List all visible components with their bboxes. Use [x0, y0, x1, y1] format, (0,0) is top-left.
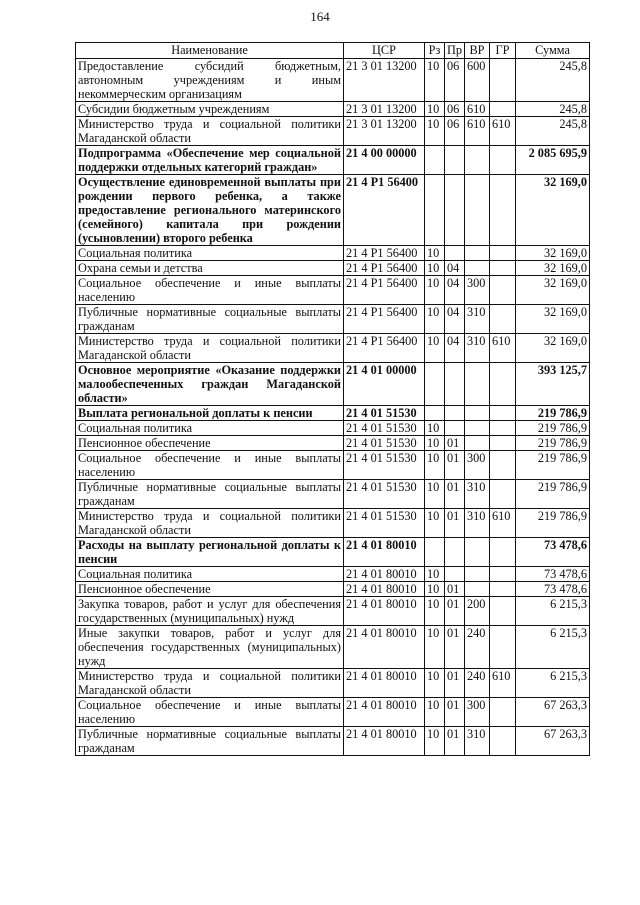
cell-vr [465, 146, 490, 175]
cell-csr: 21 4 P1 56400 [344, 334, 425, 363]
cell-pr: 06 [445, 117, 465, 146]
cell-sum: 245,8 [516, 59, 590, 102]
cell-vr [465, 567, 490, 582]
cell-vr [465, 538, 490, 567]
cell-rz: 10 [425, 626, 445, 669]
table-row [76, 509, 590, 538]
cell-pr: 04 [445, 261, 465, 276]
cell-vr: 310 [465, 480, 490, 509]
cell-pr [445, 567, 465, 582]
cell-pr: 01 [445, 698, 465, 727]
cell-csr: 21 4 P1 56400 [344, 305, 425, 334]
cell-sum: 219 786,9 [516, 451, 590, 480]
cell-rz [425, 146, 445, 175]
column-header-gr: ГР [490, 43, 516, 59]
cell-sum: 245,8 [516, 117, 590, 146]
cell-rz: 10 [425, 698, 445, 727]
cell-gr [490, 246, 516, 261]
cell-rz: 10 [425, 669, 445, 698]
cell-csr: 21 4 01 80010 [344, 727, 425, 756]
cell-rz [425, 538, 445, 567]
cell-name: Социальная политика [76, 246, 344, 261]
cell-csr: 21 4 01 51530 [344, 480, 425, 509]
cell-sum: 219 786,9 [516, 436, 590, 451]
cell-gr [490, 276, 516, 305]
cell-gr [490, 146, 516, 175]
table-row [76, 305, 590, 334]
cell-rz: 10 [425, 727, 445, 756]
cell-csr: 21 4 01 80010 [344, 567, 425, 582]
cell-rz: 10 [425, 261, 445, 276]
cell-sum: 6 215,3 [516, 669, 590, 698]
table-row [76, 582, 590, 597]
cell-name: Социальное обеспечение и иные выплаты населению [76, 276, 344, 305]
table-row [76, 59, 590, 102]
cell-vr: 300 [465, 451, 490, 480]
cell-rz: 10 [425, 567, 445, 582]
cell-rz: 10 [425, 102, 445, 117]
cell-gr [490, 363, 516, 406]
cell-rz [425, 406, 445, 421]
table-row [76, 276, 590, 305]
cell-sum: 73 478,6 [516, 582, 590, 597]
cell-rz: 10 [425, 334, 445, 363]
cell-name: Выплата региональной доплаты к пенсии [76, 406, 344, 421]
cell-sum: 32 169,0 [516, 276, 590, 305]
cell-csr: 21 4 01 80010 [344, 582, 425, 597]
cell-rz: 10 [425, 480, 445, 509]
column-header-sum: Сумма [516, 43, 590, 59]
cell-gr [490, 626, 516, 669]
cell-csr: 21 4 01 51530 [344, 406, 425, 421]
cell-pr: 01 [445, 436, 465, 451]
cell-gr [490, 451, 516, 480]
budget-table [75, 42, 590, 756]
cell-csr: 21 3 01 13200 [344, 59, 425, 102]
cell-vr [465, 436, 490, 451]
cell-name: Закупка товаров, работ и услуг для обеспечения государственных (муниципальных) нужд [76, 597, 344, 626]
cell-rz: 10 [425, 582, 445, 597]
cell-rz: 10 [425, 276, 445, 305]
cell-csr: 21 3 01 13200 [344, 117, 425, 146]
cell-name: Социальное обеспечение и иные выплаты населению [76, 698, 344, 727]
table-row [76, 538, 590, 567]
cell-name: Основное мероприятие «Оказание поддержки малообеспеченных граждан Магаданской области» [76, 363, 344, 406]
cell-pr: 01 [445, 451, 465, 480]
cell-sum: 6 215,3 [516, 597, 590, 626]
table-body [76, 59, 590, 756]
cell-csr: 21 4 P1 56400 [344, 175, 425, 246]
cell-pr: 01 [445, 509, 465, 538]
table-row [76, 451, 590, 480]
cell-vr: 240 [465, 626, 490, 669]
cell-gr [490, 305, 516, 334]
table-row [76, 102, 590, 117]
cell-name: Министерство труда и социальной политики Магаданской области [76, 509, 344, 538]
table-row [76, 436, 590, 451]
cell-vr: 300 [465, 276, 490, 305]
cell-sum: 219 786,9 [516, 509, 590, 538]
cell-vr: 610 [465, 102, 490, 117]
cell-gr [490, 175, 516, 246]
cell-csr: 21 4 01 80010 [344, 626, 425, 669]
cell-csr: 21 4 01 80010 [344, 669, 425, 698]
cell-rz: 10 [425, 451, 445, 480]
table-row [76, 146, 590, 175]
cell-pr: 04 [445, 276, 465, 305]
cell-vr: 310 [465, 509, 490, 538]
cell-pr: 04 [445, 334, 465, 363]
cell-sum: 2 085 695,9 [516, 146, 590, 175]
cell-name: Социальное обеспечение и иные выплаты населению [76, 451, 344, 480]
cell-csr: 21 4 P1 56400 [344, 246, 425, 261]
cell-sum: 219 786,9 [516, 421, 590, 436]
table-row [76, 421, 590, 436]
cell-gr [490, 582, 516, 597]
cell-sum: 32 169,0 [516, 261, 590, 276]
cell-vr: 300 [465, 698, 490, 727]
cell-pr: 06 [445, 102, 465, 117]
cell-gr: 610 [490, 509, 516, 538]
cell-name: Иные закупки товаров, работ и услуг для обеспечения государственных (муниципальных) нужд [76, 626, 344, 669]
cell-pr: 01 [445, 480, 465, 509]
cell-vr [465, 175, 490, 246]
table-row [76, 363, 590, 406]
cell-name: Охрана семьи и детства [76, 261, 344, 276]
cell-vr: 200 [465, 597, 490, 626]
cell-rz: 10 [425, 305, 445, 334]
cell-name: Субсидии бюджетным учреждениям [76, 102, 344, 117]
cell-rz [425, 363, 445, 406]
cell-name: Осуществление единовременной выплаты при рождении первого ребенка, а также предоставление регионального материнского (семейного) капитала при рождении (усыновлении) второго ребенка [76, 175, 344, 246]
table-row [76, 626, 590, 669]
column-header-pr: Пр [445, 43, 465, 59]
cell-rz: 10 [425, 421, 445, 436]
cell-name: Пенсионное обеспечение [76, 436, 344, 451]
cell-name: Публичные нормативные социальные выплаты гражданам [76, 305, 344, 334]
table-row [76, 246, 590, 261]
cell-gr: 610 [490, 334, 516, 363]
cell-csr: 21 4 01 80010 [344, 698, 425, 727]
cell-gr [490, 436, 516, 451]
cell-gr [490, 59, 516, 102]
cell-pr [445, 406, 465, 421]
cell-gr [490, 567, 516, 582]
cell-rz: 10 [425, 246, 445, 261]
cell-vr: 310 [465, 727, 490, 756]
cell-vr [465, 406, 490, 421]
cell-gr [490, 261, 516, 276]
cell-csr: 21 4 00 00000 [344, 146, 425, 175]
cell-rz [425, 175, 445, 246]
cell-csr: 21 4 P1 56400 [344, 276, 425, 305]
cell-sum: 6 215,3 [516, 626, 590, 669]
cell-pr [445, 363, 465, 406]
cell-gr [490, 698, 516, 727]
table-row [76, 727, 590, 756]
cell-vr: 240 [465, 669, 490, 698]
cell-rz: 10 [425, 59, 445, 102]
cell-csr: 21 4 01 51530 [344, 509, 425, 538]
cell-sum: 219 786,9 [516, 480, 590, 509]
cell-vr [465, 421, 490, 436]
cell-gr [490, 727, 516, 756]
cell-sum: 393 125,7 [516, 363, 590, 406]
cell-csr: 21 4 P1 56400 [344, 261, 425, 276]
cell-pr [445, 146, 465, 175]
cell-vr [465, 261, 490, 276]
cell-vr: 310 [465, 334, 490, 363]
cell-name: Министерство труда и социальной политики Магаданской области [76, 334, 344, 363]
cell-name: Министерство труда и социальной политики Магаданской области [76, 117, 344, 146]
column-header-csr: ЦСР [344, 43, 425, 59]
cell-name: Пенсионное обеспечение [76, 582, 344, 597]
cell-pr: 04 [445, 305, 465, 334]
table-row [76, 698, 590, 727]
cell-csr: 21 4 01 51530 [344, 421, 425, 436]
column-header-rz: Рз [425, 43, 445, 59]
cell-rz: 10 [425, 509, 445, 538]
cell-name: Подпрограмма «Обеспечение мер социальной поддержки отдельных категорий граждан» [76, 146, 344, 175]
table-row [76, 480, 590, 509]
cell-sum: 67 263,3 [516, 727, 590, 756]
table-row [76, 669, 590, 698]
cell-vr: 610 [465, 117, 490, 146]
cell-name: Публичные нормативные социальные выплаты гражданам [76, 480, 344, 509]
cell-pr: 06 [445, 59, 465, 102]
cell-sum: 32 169,0 [516, 246, 590, 261]
cell-pr: 01 [445, 597, 465, 626]
cell-rz: 10 [425, 117, 445, 146]
cell-sum: 32 169,0 [516, 334, 590, 363]
cell-pr: 01 [445, 727, 465, 756]
cell-gr [490, 480, 516, 509]
cell-gr [490, 421, 516, 436]
page-number: 164 [310, 9, 330, 24]
table-row [76, 117, 590, 146]
cell-pr [445, 538, 465, 567]
cell-pr [445, 421, 465, 436]
cell-name: Социальная политика [76, 421, 344, 436]
cell-name: Предоставление субсидий бюджетным, автономным учреждениям и иным некоммерческим организациям [76, 59, 344, 102]
cell-sum: 67 263,3 [516, 698, 590, 727]
cell-gr: 610 [490, 669, 516, 698]
column-header-name: Наименование [76, 43, 344, 59]
cell-vr: 600 [465, 59, 490, 102]
cell-csr: 21 4 01 51530 [344, 451, 425, 480]
cell-name: Расходы на выплату региональной доплаты к пенсии [76, 538, 344, 567]
cell-gr [490, 597, 516, 626]
table-row [76, 261, 590, 276]
cell-name: Публичные нормативные социальные выплаты гражданам [76, 727, 344, 756]
cell-gr [490, 102, 516, 117]
cell-csr: 21 3 01 13200 [344, 102, 425, 117]
cell-gr [490, 406, 516, 421]
cell-rz: 10 [425, 436, 445, 451]
cell-sum: 73 478,6 [516, 538, 590, 567]
cell-csr: 21 4 01 51530 [344, 436, 425, 451]
cell-pr [445, 246, 465, 261]
cell-vr [465, 246, 490, 261]
cell-pr: 01 [445, 669, 465, 698]
cell-gr: 610 [490, 117, 516, 146]
cell-csr: 21 4 01 80010 [344, 538, 425, 567]
cell-pr [445, 175, 465, 246]
table-row [76, 406, 590, 421]
cell-name: Социальная политика [76, 567, 344, 582]
cell-sum: 245,8 [516, 102, 590, 117]
cell-pr: 01 [445, 582, 465, 597]
cell-rz: 10 [425, 597, 445, 626]
cell-vr: 310 [465, 305, 490, 334]
cell-gr [490, 538, 516, 567]
table-row [76, 334, 590, 363]
cell-sum: 32 169,0 [516, 305, 590, 334]
table-header-row [76, 43, 590, 59]
cell-pr: 01 [445, 626, 465, 669]
cell-vr [465, 363, 490, 406]
cell-sum: 32 169,0 [516, 175, 590, 246]
cell-vr [465, 582, 490, 597]
cell-sum: 73 478,6 [516, 567, 590, 582]
column-header-vr: ВР [465, 43, 490, 59]
table-row [76, 175, 590, 246]
cell-name: Министерство труда и социальной политики Магаданской области [76, 669, 344, 698]
cell-csr: 21 4 01 80010 [344, 597, 425, 626]
cell-csr: 21 4 01 00000 [344, 363, 425, 406]
table-row [76, 597, 590, 626]
cell-sum: 219 786,9 [516, 406, 590, 421]
table-row [76, 567, 590, 582]
